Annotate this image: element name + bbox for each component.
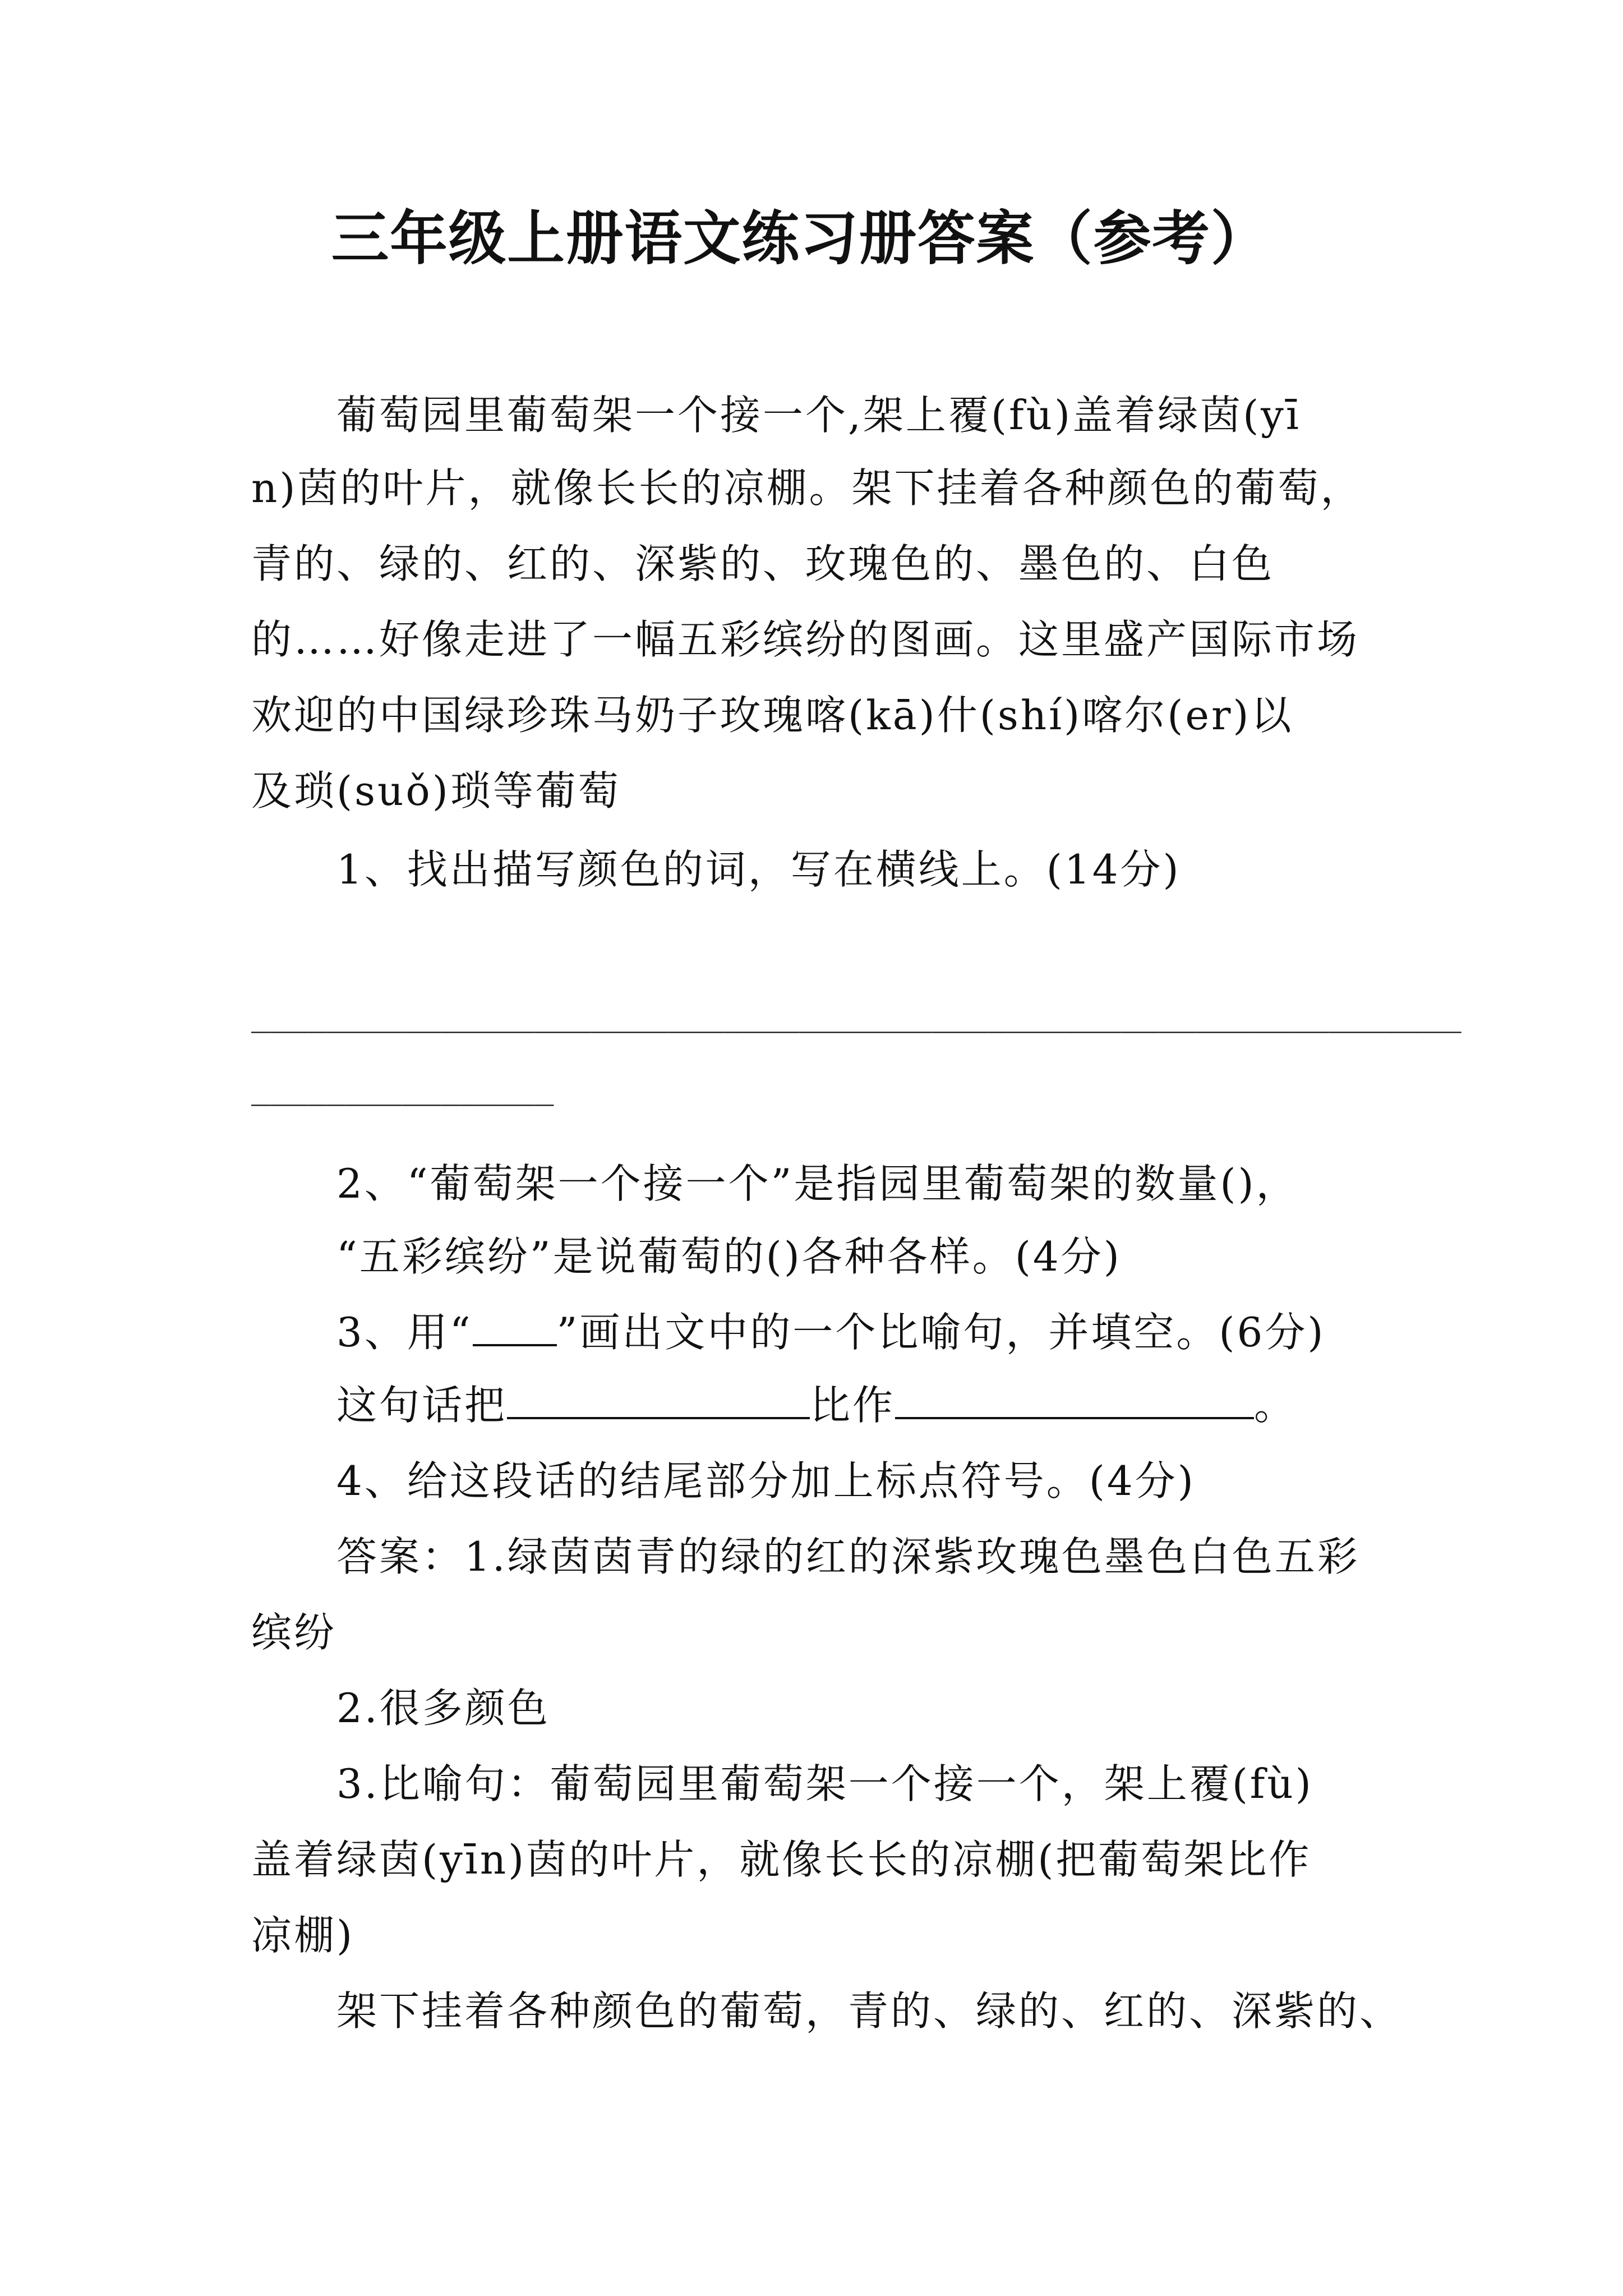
answer-1-line-2: 缤纷 (251, 1609, 337, 1656)
question-3-line-1 (336, 1304, 1325, 1360)
passage-line-1: 葡萄园里葡萄架一个接一个,架上覆(fù)盖着绿茵(yī (336, 392, 1301, 439)
passage-line-4: 的……好像走进了一幅五彩缤纷的图画。这里盛产国际市场 (251, 616, 1360, 663)
fill-text-a: 这句话把 (336, 1382, 508, 1429)
question-2-line-2: “五彩缤纷”是说葡萄的()各种各样。(4分) (336, 1233, 1122, 1280)
passage-line-6: 及琐(suǒ)琐等葡萄 (251, 767, 621, 815)
answer-2: 2.很多颜色 (336, 1685, 550, 1732)
passage-line-3: 青的、绿的、红的、深紫的、玫瑰色的、墨色的、白色 (251, 540, 1275, 587)
question-4: 4、给这段话的结尾部分加上标点符号。(4分) (336, 1457, 1196, 1504)
fill-text-c: 。 (1254, 1382, 1297, 1429)
question-2-line-1: 2、“葡萄架一个接一个”是指园里葡萄架的数量()， (336, 1160, 1299, 1207)
answer-3-line-1: 3.比喻句：葡萄园里葡萄架一个接一个，架上覆(fù) (336, 1760, 1313, 1807)
passage-line-5: 欢迎的中国绿珍珠马奶子玫瑰喀(kā)什(shí)喀尔(er)以 (251, 692, 1294, 739)
fill-blank-1[interactable] (507, 1378, 810, 1419)
question-3-fill-line (336, 1377, 1297, 1433)
question-1: 1、找出描写颜色的词，写在横线上。(14分) (336, 846, 1181, 893)
answer-dash-line-2: ________________ (251, 1070, 554, 1106)
answer-1-line-1: 答案：1.绿茵茵青的绿的红的深紫玫瑰色墨色白色五彩 (336, 1533, 1360, 1580)
underline-sample-blank (473, 1305, 557, 1346)
fill-text-b: 比作 (810, 1382, 896, 1429)
answer-dash-line-1: ________________________________________________________________ (251, 997, 1461, 1033)
question-3-text-a: 3、用“ (336, 1309, 473, 1356)
fill-blank-2[interactable] (895, 1378, 1254, 1419)
answer-3-line-2: 盖着绿茵(yīn)茵的叶片，就像长长的凉棚(把葡萄架比作 (251, 1836, 1312, 1883)
answer-4-line-1: 架下挂着各种颜色的葡萄，青的、绿的、红的、深紫的、 (336, 1987, 1403, 2035)
document-title: 三年级上册语文练习册答案（参考） (331, 204, 1270, 273)
passage-line-2: n)茵的叶片，就像长长的凉棚。架下挂着各种颜色的葡萄， (251, 464, 1363, 512)
answer-3-line-3: 凉棚) (251, 1912, 355, 1959)
question-3-text-b: ”画出文中的一个比喻句，并填空。(6分) (556, 1309, 1326, 1356)
